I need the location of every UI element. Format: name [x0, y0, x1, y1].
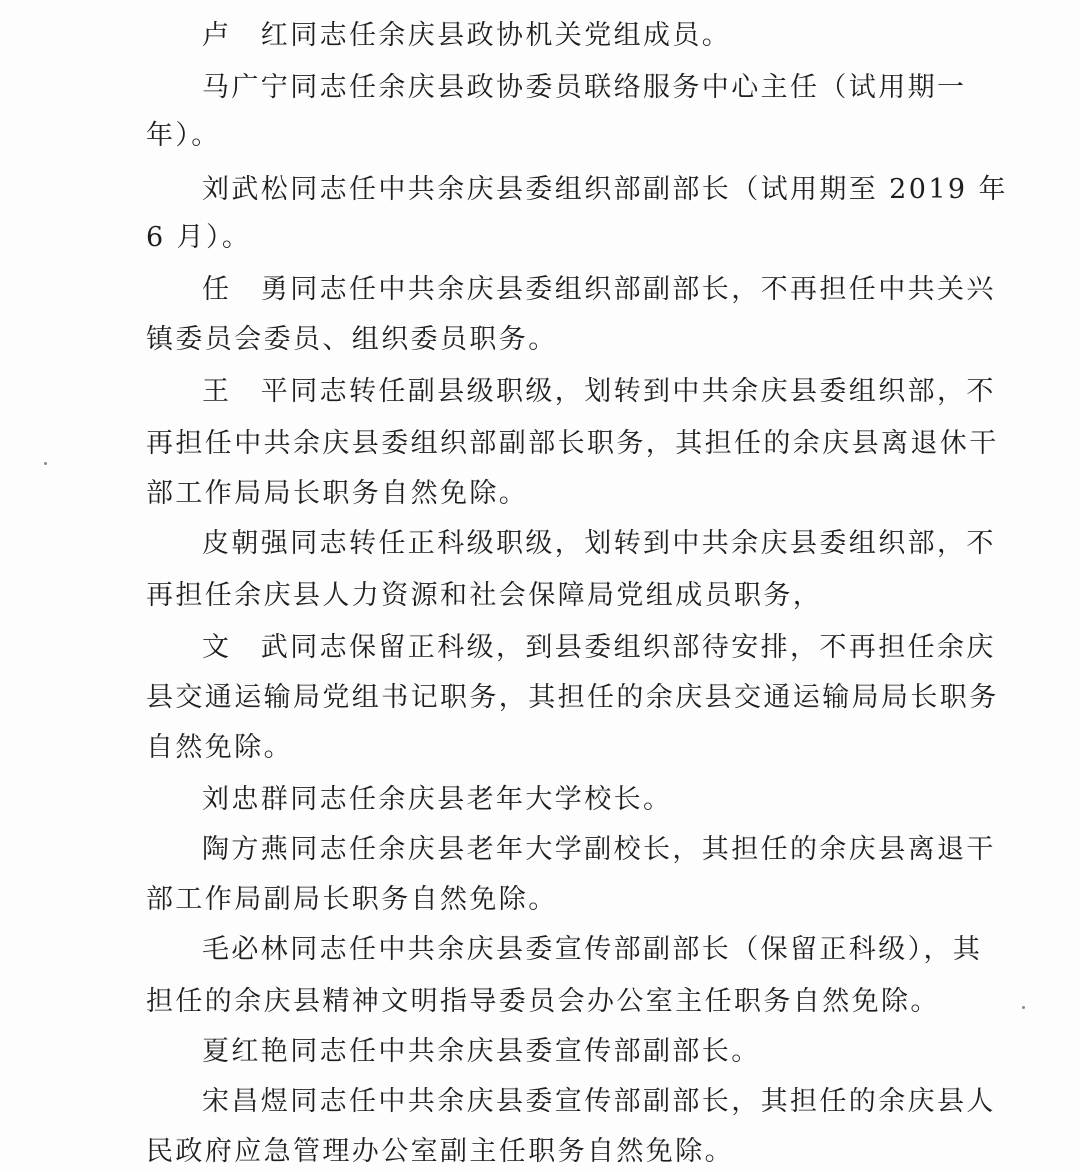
paragraph-line: 部工作局副局长职务自然免除。 [146, 884, 558, 915]
paragraph-line: 王 平同志转任副县级职级，划转到中共余庆县委组织部，不 [202, 376, 996, 407]
paragraph-line: 宋昌煜同志任中共余庆县委宣传部副部长，其担任的余庆县人 [202, 1086, 996, 1117]
paragraph-line: 毛必林同志任中共余庆县委宣传部副部长（保留正科级），其 [202, 934, 983, 965]
paragraph-line: 刘武松同志任中共余庆县委组织部副部长（试用期至 2019 年 [202, 174, 1008, 205]
paragraph-line: 皮朝强同志转任正科级职级，划转到中共余庆县委组织部，不 [202, 528, 996, 559]
paragraph-line: 6 月）。 [146, 222, 252, 253]
paragraph-line: 马广宁同志任余庆县政协委员联络服务中心主任（试用期一 [202, 72, 967, 103]
scan-speck [1022, 1006, 1025, 1009]
paragraph-line: 再担任中共余庆县委组织部副部长职务，其担任的余庆县离退休干 [146, 428, 999, 459]
paragraph-line: 县交通运输局党组书记职务，其担任的余庆县交通运输局局长职务 [146, 682, 999, 713]
paragraph-line: 镇委员会委员、组织委员职务。 [146, 324, 558, 355]
paragraph-line: 年）。 [146, 120, 221, 151]
paragraph-line: 民政府应急管理办公室副主任职务自然免除。 [146, 1136, 734, 1167]
paragraph-line: 陶方燕同志任余庆县老年大学副校长，其担任的余庆县离退干 [202, 834, 996, 865]
paragraph-line: 夏红艳同志任中共余庆县委宣传部副部长。 [202, 1036, 761, 1067]
paragraph-line: 再担任余庆县人力资源和社会保障局党组成员职务， [146, 580, 823, 611]
paragraph-line: 部工作局局长职务自然免除。 [146, 478, 529, 509]
scan-speck [44, 462, 47, 465]
paragraph-line: 担任的余庆县精神文明指导委员会办公室主任职务自然免除。 [146, 986, 940, 1017]
paragraph-line: 刘忠群同志任余庆县老年大学校长。 [202, 784, 673, 815]
paragraph-line: 任 勇同志任中共余庆县委组织部副部长，不再担任中共关兴 [202, 274, 996, 305]
paragraph-line: 文 武同志保留正科级，到县委组织部待安排，不再担任余庆 [202, 632, 996, 663]
paragraph-line: 卢 红同志任余庆县政协机关党组成员。 [202, 20, 732, 51]
paragraph-line: 自然免除。 [146, 732, 293, 763]
